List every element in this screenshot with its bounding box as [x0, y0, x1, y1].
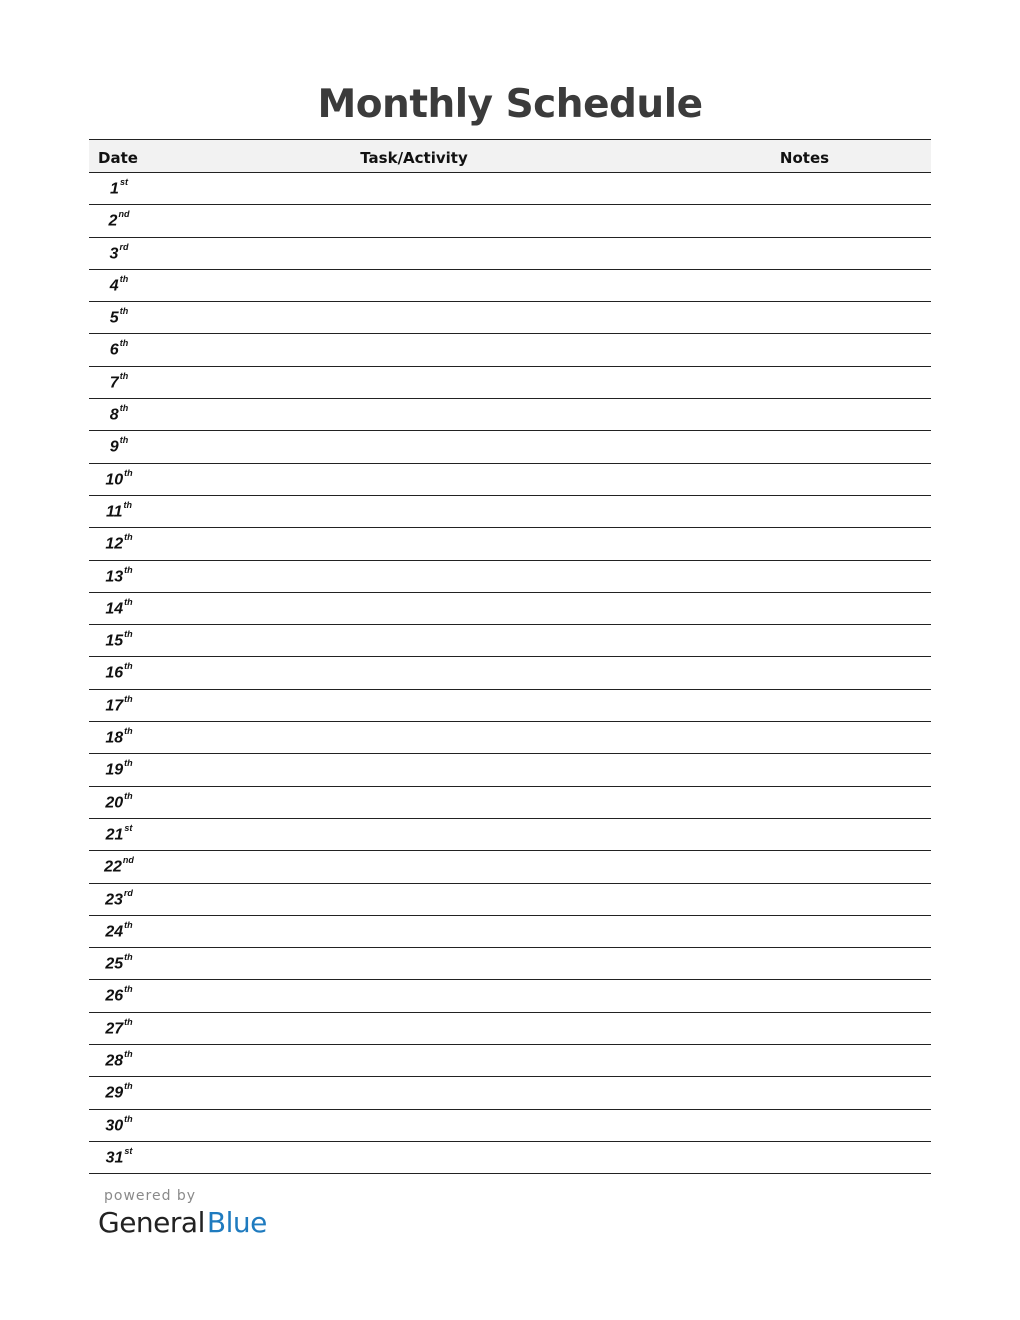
column-header-date: Date [98, 149, 138, 167]
footer-branding [98, 1188, 267, 1239]
day-number: 8 [109, 406, 119, 424]
day-ordinal-suffix: th [124, 919, 133, 930]
day-ordinal-suffix: th [124, 1016, 133, 1027]
day-ordinal-suffix: th [119, 273, 129, 284]
day-ordinal-suffix: th [124, 1081, 133, 1092]
day-number: 3 [109, 244, 119, 262]
table-row [89, 787, 931, 819]
day-ordinal-suffix: th [119, 435, 129, 446]
table-row [89, 948, 931, 980]
day-ordinal-suffix: th [124, 758, 133, 769]
day-label [89, 760, 149, 779]
table-row [89, 625, 931, 657]
day-label [89, 499, 149, 521]
day-label [89, 467, 149, 489]
day-ordinal-suffix: th [124, 661, 133, 672]
day-number: 10 [105, 471, 124, 488]
column-header-task: Task/Activity [360, 149, 468, 167]
day-number: 21 [105, 826, 124, 844]
table-row [89, 980, 931, 1012]
day-label [89, 308, 149, 327]
day-label [89, 790, 149, 812]
day-number: 4 [109, 277, 119, 295]
day-ordinal-suffix: rd [119, 241, 129, 252]
day-number: 11 [105, 503, 123, 521]
brand-logo [98, 1206, 267, 1239]
day-number: 5 [109, 309, 119, 327]
day-number: 16 [105, 664, 124, 682]
column-header-notes: Notes [779, 149, 830, 167]
day-ordinal-suffix: th [124, 467, 133, 478]
day-label [89, 564, 149, 586]
day-number: 27 [105, 1020, 124, 1038]
table-row [89, 1142, 931, 1174]
table-row [89, 270, 931, 302]
table-row [89, 722, 931, 754]
day-number: 23 [105, 890, 123, 908]
day-ordinal-suffix: rd [123, 887, 133, 898]
day-label [89, 857, 149, 876]
brand-blue-text: Blue [206, 1206, 267, 1239]
table-row [89, 496, 931, 528]
day-label [89, 437, 149, 456]
day-number: 6 [109, 341, 119, 359]
day-ordinal-suffix: th [119, 338, 129, 349]
day-label [89, 919, 149, 941]
day-ordinal-suffix: th [124, 726, 133, 737]
day-label [89, 596, 149, 618]
day-ordinal-suffix: nd [122, 855, 134, 866]
day-number: 12 [105, 535, 124, 553]
day-label [89, 534, 149, 553]
day-ordinal-suffix: th [124, 1113, 133, 1124]
day-ordinal-suffix: st [124, 822, 133, 833]
table-row [89, 431, 931, 463]
day-label [89, 179, 149, 198]
table-row [89, 819, 931, 851]
table-row [89, 754, 931, 786]
day-label [89, 1083, 149, 1102]
table-row [89, 690, 931, 722]
day-ordinal-suffix: th [124, 1049, 133, 1060]
table-row [89, 851, 931, 883]
day-number: 19 [105, 761, 124, 779]
day-number: 25 [105, 955, 124, 973]
table-row [89, 561, 931, 593]
table-row [89, 334, 931, 366]
schedule-table [89, 139, 931, 1174]
day-ordinal-suffix: st [124, 1145, 133, 1156]
day-label [89, 693, 149, 715]
table-row [89, 1013, 931, 1045]
day-number: 24 [105, 923, 124, 941]
day-label [89, 954, 149, 973]
day-ordinal-suffix: th [124, 629, 133, 640]
day-label [89, 728, 149, 747]
day-number: 29 [105, 1084, 124, 1102]
day-ordinal-suffix: th [124, 564, 133, 575]
table-row [89, 528, 931, 560]
day-number: 2 [108, 212, 118, 230]
table-row [89, 173, 931, 205]
day-number: 22 [104, 858, 122, 876]
table-row [89, 884, 931, 916]
day-number: 28 [105, 1052, 124, 1070]
day-label [89, 887, 149, 909]
day-number: 15 [105, 632, 124, 650]
table-row [89, 657, 931, 689]
day-ordinal-suffix: th [124, 532, 133, 543]
day-label [89, 663, 149, 682]
day-label [89, 370, 149, 392]
day-label [89, 1145, 149, 1167]
day-ordinal-suffix: th [124, 693, 133, 704]
day-label [89, 1016, 149, 1038]
day-number: 9 [109, 438, 119, 456]
table-row [89, 205, 931, 237]
day-number: 31 [105, 1149, 124, 1167]
day-label [89, 1051, 149, 1070]
day-ordinal-suffix: nd [118, 209, 130, 220]
table-header [89, 139, 931, 173]
day-ordinal-suffix: st [119, 177, 128, 187]
day-ordinal-suffix: th [124, 790, 133, 801]
day-label [89, 986, 149, 1005]
day-label [89, 273, 149, 295]
day-ordinal-suffix: th [119, 306, 129, 317]
table-row [89, 593, 931, 625]
day-label [89, 340, 149, 359]
day-number: 18 [105, 729, 124, 747]
day-label [89, 241, 149, 263]
table-row [89, 238, 931, 270]
day-number: 30 [105, 1116, 124, 1134]
table-row [89, 1045, 931, 1077]
day-ordinal-suffix: th [119, 403, 129, 414]
day-ordinal-suffix: th [124, 596, 133, 607]
day-ordinal-suffix: th [124, 952, 133, 963]
table-row [89, 367, 931, 399]
table-row [89, 916, 931, 948]
table-row [89, 1110, 931, 1142]
day-label [89, 405, 149, 424]
table-row [89, 1077, 931, 1109]
day-number: 14 [105, 600, 124, 618]
day-number: 1 [110, 180, 119, 198]
day-label [89, 211, 149, 230]
day-number: 26 [105, 987, 124, 1005]
day-number: 13 [105, 567, 124, 585]
page-title: Monthly Schedule [317, 82, 703, 127]
table-body [89, 173, 931, 1174]
table-row [89, 464, 931, 496]
day-ordinal-suffix: th [124, 984, 133, 995]
table-row [89, 302, 931, 334]
day-label [89, 1113, 149, 1135]
powered-by-label: powered by [104, 1188, 197, 1204]
table-row [89, 399, 931, 431]
day-number: 17 [105, 697, 124, 715]
brand-general-text: General [98, 1206, 205, 1239]
day-label [89, 631, 149, 650]
day-ordinal-suffix: th [123, 499, 133, 510]
day-number: 20 [105, 793, 124, 811]
day-label [89, 822, 149, 844]
day-number: 7 [109, 374, 119, 392]
day-ordinal-suffix: th [119, 370, 129, 381]
